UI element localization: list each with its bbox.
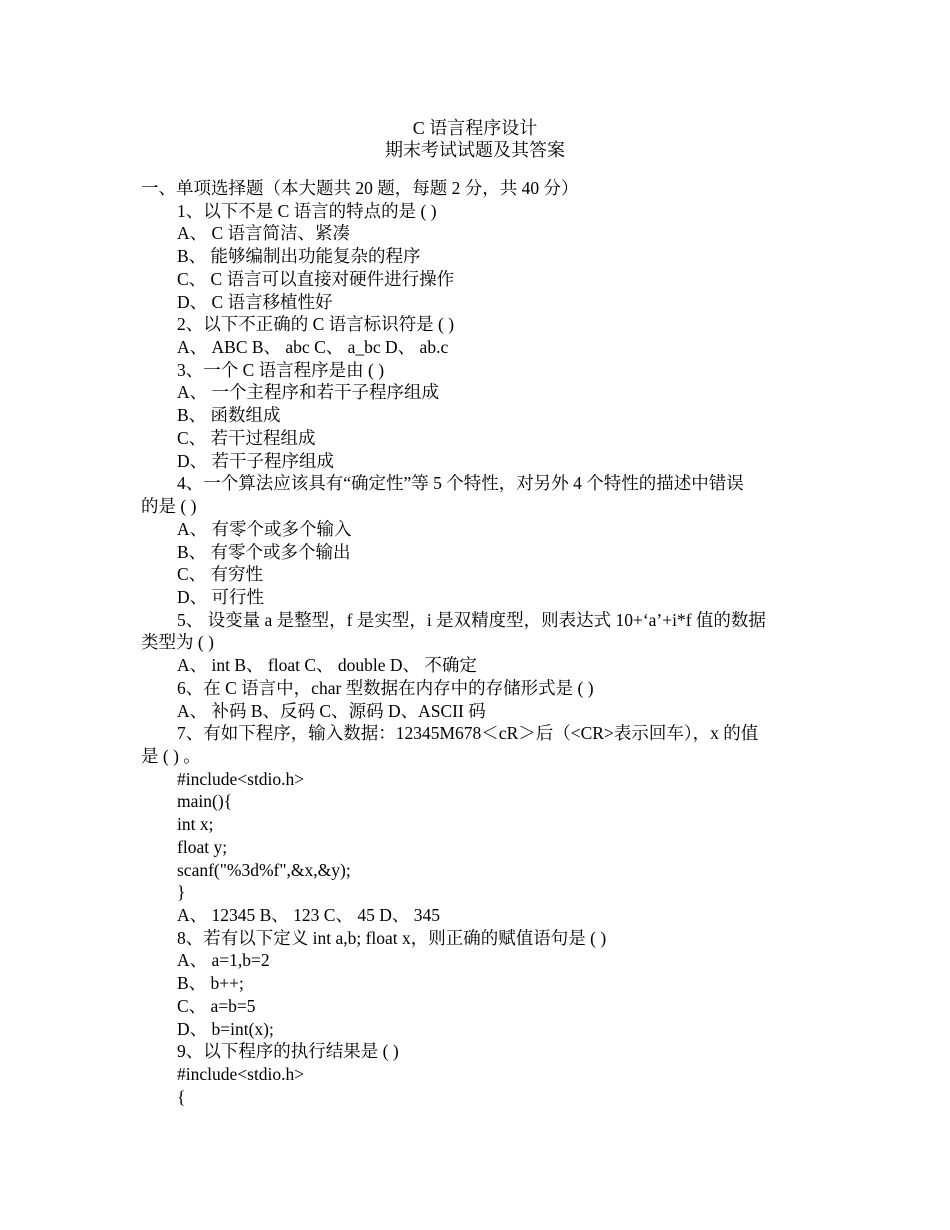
text-line: 的是 ( ) bbox=[141, 496, 197, 517]
text-line: #include<stdio.h> bbox=[177, 1064, 305, 1085]
text-line: D、 C 语言移植性好 bbox=[177, 291, 333, 312]
text-line: C、 a=b=5 bbox=[177, 995, 256, 1016]
text-line: 4、一个算法应该具有“确定性”等 5 个特性，对另外 4 个特性的描述中错误 bbox=[177, 473, 744, 494]
text-line: D、 b=int(x); bbox=[177, 1018, 274, 1039]
text-line: D、 可行性 bbox=[177, 586, 265, 607]
text-line: A、 ABC B、 abc C、 a_bc D、 ab.c bbox=[177, 337, 449, 358]
text-line: main(){ bbox=[177, 791, 233, 812]
text-line: 是 ( ) 。 bbox=[141, 746, 201, 766]
text-line: C、 C 语言可以直接对硬件进行操作 bbox=[177, 268, 455, 289]
text-line: A、 12345 B、 123 C、 45 D、 345 bbox=[177, 905, 440, 926]
text-line: A、 有零个或多个输入 bbox=[177, 518, 352, 539]
text-line: D、 若干子程序组成 bbox=[177, 450, 335, 471]
text-line: B、 函数组成 bbox=[177, 405, 281, 426]
doc-title: C 语言程序设计 bbox=[412, 118, 538, 138]
text-line: 6、在 C 语言中，char 型数据在内存中的存储形式是 ( ) bbox=[177, 677, 594, 698]
text-line: 5、 设变量 a 是整型，f 是实型，i 是双精度型，则表达式 10+‘a’+i*f 值的数据 bbox=[177, 609, 766, 630]
text-line: float y; bbox=[177, 836, 228, 857]
text-line: A、 a=1,b=2 bbox=[177, 950, 270, 971]
text-line: C、 有穷性 bbox=[177, 564, 264, 585]
text-line: { bbox=[177, 1086, 186, 1107]
text-line: A、 一个主程序和若干子程序组成 bbox=[177, 382, 440, 403]
text-line: C、 若干过程组成 bbox=[177, 427, 316, 448]
text-line: B、 b++; bbox=[177, 973, 244, 994]
text-line: 2、以下不正确的 C 语言标识符是 ( ) bbox=[177, 314, 455, 335]
text-line: A、 C 语言简洁、紧凑 bbox=[177, 223, 351, 244]
text-line: A、 int B、 float C、 double D、 不确定 bbox=[177, 655, 477, 676]
doc-subtitle: 期末考试试题及其答案 bbox=[385, 140, 565, 160]
text-line: 类型为 ( ) bbox=[141, 632, 214, 653]
text-line: 8、若有以下定义 int a,b; float x，则正确的赋值语句是 ( ) bbox=[177, 927, 607, 948]
text-line: } bbox=[177, 882, 186, 903]
text-line: 1、以下不是 C 语言的特点的是 ( ) bbox=[177, 200, 437, 221]
text-line: 9、以下程序的执行结果是 ( ) bbox=[177, 1041, 399, 1062]
text-line: 7、有如下程序，输入数据：12345M678＜cR＞后（<CR>表示回车），x 的值 bbox=[177, 723, 759, 744]
text-line: A、 补码 B、反码 C、源码 D、ASCII 码 bbox=[177, 700, 486, 721]
text-line: 3、一个 C 语言程序是由 ( ) bbox=[177, 359, 385, 380]
text-line: B、 有零个或多个输出 bbox=[177, 541, 351, 562]
text-line: B、 能够编制出功能复杂的程序 bbox=[177, 246, 421, 267]
text-line: int x; bbox=[177, 814, 214, 835]
text-line: 一、单项选择题（本大题共 20 题，每题 2 分，共 40 分） bbox=[141, 178, 579, 198]
text-line: scanf("%3d%f",&x,&y); bbox=[177, 859, 351, 880]
text-line: #include<stdio.h> bbox=[177, 768, 305, 789]
